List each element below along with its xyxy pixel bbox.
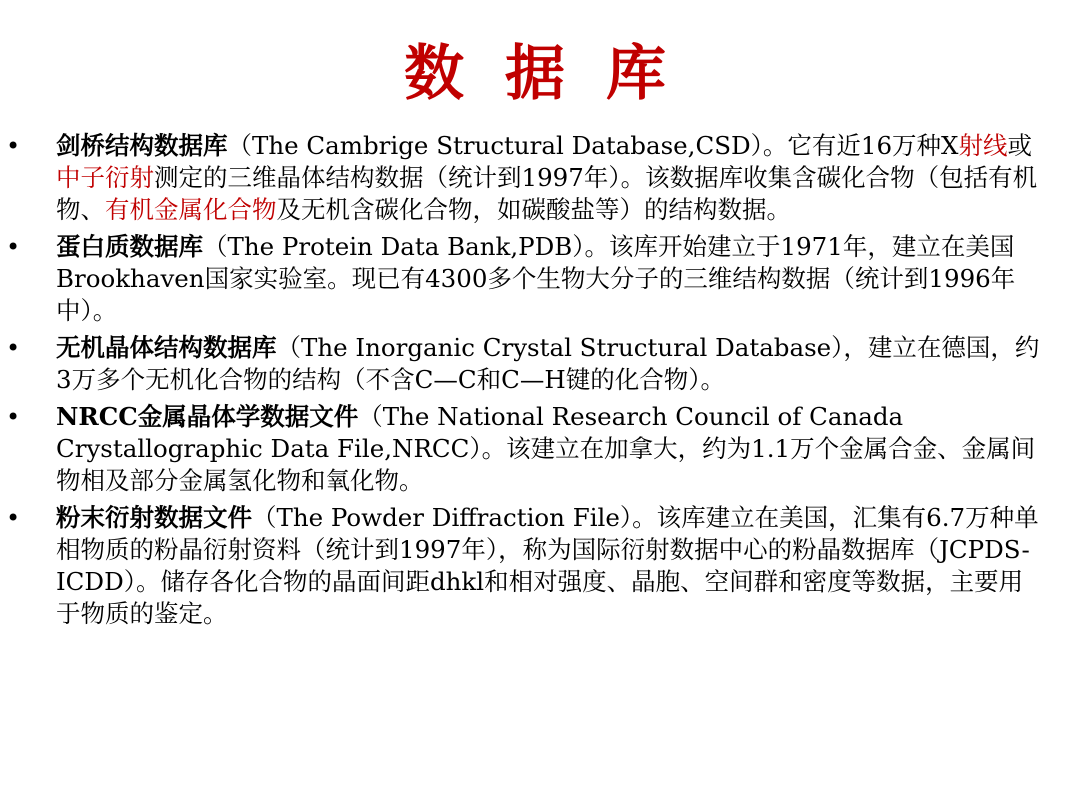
bullet-text: （The Cambrige Structural Database,CSD）。它有近16万种X [227, 131, 959, 160]
bullet-heading: 无机晶体结构数据库 [56, 333, 277, 362]
bullet-item-pdf [6, 502, 1046, 630]
bullet-icon: • [6, 504, 21, 532]
bullet-item-csd [6, 130, 1046, 226]
bullet-heading: 粉末衍射数据文件 [56, 503, 252, 532]
bullet-item-pdb [6, 231, 1046, 327]
bullet-text: 及无机含碳化合物，如碳酸盐等）的结构数据。 [276, 195, 791, 224]
neutron-diffraction-link-text[interactable]: 中子衍射 [56, 163, 154, 192]
bullet-icon: • [6, 403, 21, 431]
bullet-text: （The Inorganic Crystal Structural Database），建立在德国，约3万多个无机化合物的结构（不含C—C和C—H键的化合物）。 [56, 333, 1040, 394]
bullet-icon: • [6, 132, 21, 160]
bullet-item-nrcc [6, 401, 1046, 497]
bullet-text: 测定的三维晶体结构数据（统计到1997年）。该数据库收集含碳化合物（包括有机物、 [56, 163, 1038, 224]
bullet-heading: NRCC金属晶体学数据文件 [56, 402, 359, 431]
bullet-list [6, 130, 1046, 635]
bullet-item-icsd [6, 332, 1046, 396]
xray-link-text[interactable]: 射线 [958, 131, 1008, 160]
bullet-icon: • [6, 233, 21, 261]
bullet-text: （The Protein Data Bank,PDB）。该库开始建立于1971年，建立在美国Brookhaven国家实验室。现已有4300多个生物大分子的三维结构数据（统计到1996年中）。 [56, 232, 1016, 325]
bullet-icon: • [6, 334, 21, 362]
bullet-heading: 剑桥结构数据库 [56, 131, 228, 160]
bullet-text: 或 [1007, 131, 1032, 160]
bullet-text: （The Powder Diffraction File）。该库建立在美国，汇集有6.7万种单相物质的粉晶衍射资料（统计到1997年），称为国际衍射数据中心的粉晶数据库（JCPDS-ICDD）。储存各化合物的晶面间距dhkl和相对强度、晶胞、空间群和密度等数据，主要用于物质的鉴定。 [56, 503, 1039, 628]
bullet-text: （The National Research Council of Canada Crystallographic Data File,NRCC）。该建立在加拿大，约为1.1万个金属合金、金属间物相及部分金属氢化物和氧化物。 [56, 402, 1036, 495]
bullet-heading: 蛋白质数据库 [56, 232, 203, 261]
organometallic-link-text[interactable]: 有机金属化合物 [105, 195, 277, 224]
slide-title: 数 据 库 [404, 39, 676, 109]
